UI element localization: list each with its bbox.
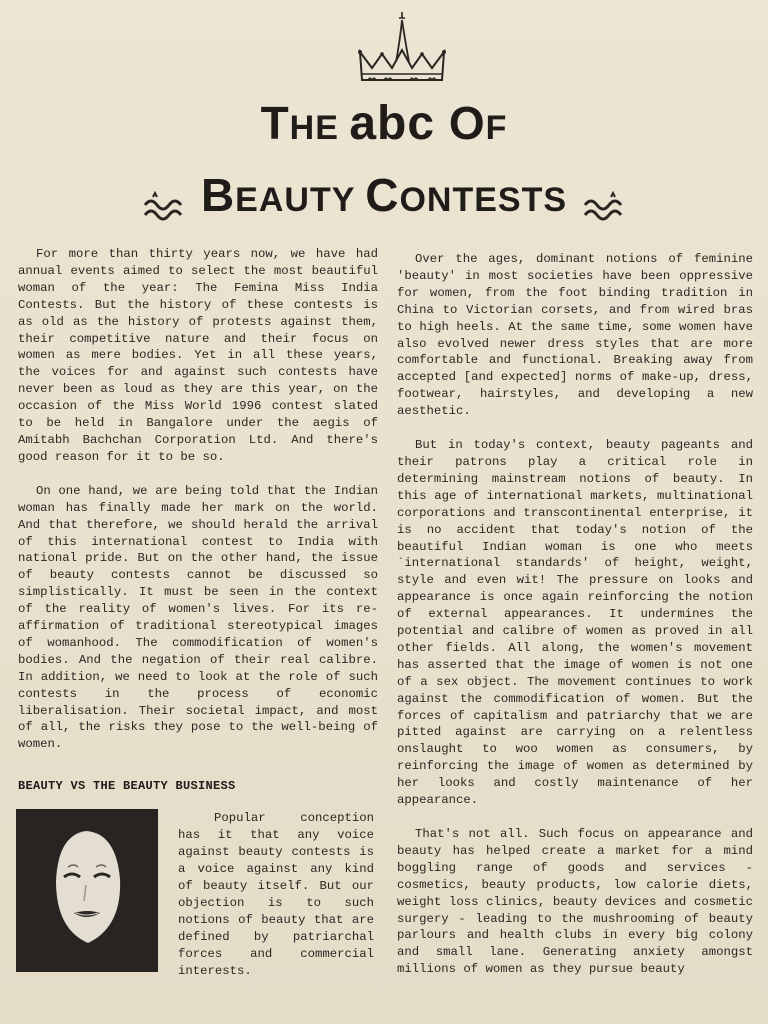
- paragraph: For more than thirty years now, we have had annual events aimed to select the most beautiful woman of the year: The Femina Miss India Contests. But the history of these contests is as old as the history of protests against them, their competitive nature and their focus on women as mere bodies. Yet in all these years, the voices for and against such contests have never been as loud as they are this year, on the occasion of the Miss World 1996 contest slated to be held in Bangalore under the aegis of Amitabh Bachchan Corporation Ltd. And there's good reason for it to be so.: [18, 247, 378, 464]
- wave-icon: [581, 191, 627, 223]
- title-segment: T: [260, 97, 290, 149]
- paragraph: But in today's context, beauty pageants and their patrons play a critical role in determining mainstream notions of beauty. In this age of international markets, multinational corporations and transcontinental enterprise, it is no accident that today's notion of the beautiful Indian woman is one who meets `international standards' of height, weight, style and even wit! The pressure on looks and appearance is once again reinforcing the notion of external appearances. It undermines the potential and calibre of women as proved in all other fields. All along, the women's movement has asserted that the image of women is not one of a sex object. The movement continues to work against the commodification of women. But the forces of capitalism and patriarchy that we are pitted against are carrying on a relentless onslaught to woo women as consumers, by reinforcing the image of women as determined by her looks and costly maintenance of her appearance.: [397, 438, 753, 808]
- title-segment: C: [365, 169, 400, 221]
- mask-photo: [16, 809, 158, 972]
- left-column: [18, 246, 378, 770]
- title-segment: EAUTY: [235, 181, 366, 219]
- wave-icon: [141, 191, 187, 223]
- paragraph: Popular conception has it that any voice against beauty contests is a voice against any kind of beauty itself. But our objection is to such notions of beauty that are defined by patriarchal forces and commercial interests.: [178, 811, 374, 978]
- title-segment: O: [435, 97, 486, 149]
- title-segment: abc: [349, 97, 436, 150]
- paragraph: That's not all. Such focus on appearance and beauty has helped create a market for a mind boggling range of goods and services - cosmetics, beauty products, low calorie diets, weight loss clinics, beauty devices and cosmetic surgery - leading to the mushrooming of beauty parlours and health clubs in every big colony and small lane. Generating anxiety amongst millions of women as they pursue beauty: [397, 827, 753, 977]
- crown-icon: [352, 10, 452, 88]
- title-line-1: [0, 96, 768, 151]
- title-line-2: [0, 168, 768, 223]
- subheading: BEAUTY VS THE BEAUTY BUSINESS: [18, 779, 236, 793]
- title-segment: F: [485, 109, 508, 147]
- photo-caption-text: [178, 810, 374, 980]
- right-column: [397, 251, 753, 995]
- paragraph: Over the ages, dominant notions of feminine 'beauty' in most societies have been oppressive for women, from the foot binding tradition in China to Victorian corsets, and from wired bras to high heels. At the same time, some women have also evolved newer dress styles that are more comfortable and functional. Breaking away from accepted [and expected] norms of make-up, dress, footwear, hairstyles, and developing a new aesthetic.: [397, 252, 753, 419]
- title-segment: B: [200, 169, 236, 221]
- title-segment: HE: [289, 109, 350, 147]
- title-line-2-text: [200, 169, 568, 221]
- paragraph: On one hand, we are being told that the Indian woman has finally made her mark on the world. And that therefore, we should herald the arrival of this international contest to India with national pride. But on the other hand, the issue of beauty contests cannot be discussed so simplistically. It must be seen in the context of the reality of women's lives. For its re-affirmation of traditional stereotypical images of womanhood. The commodification of women's bodies. And the negation of their real calibre. In addition, we need to look at the role of such contests in the process of economic liberalisation. Their societal impact, and most of all, the risks they pose to the well-being of women.: [18, 483, 378, 752]
- title-segment: ONTESTS: [399, 181, 568, 219]
